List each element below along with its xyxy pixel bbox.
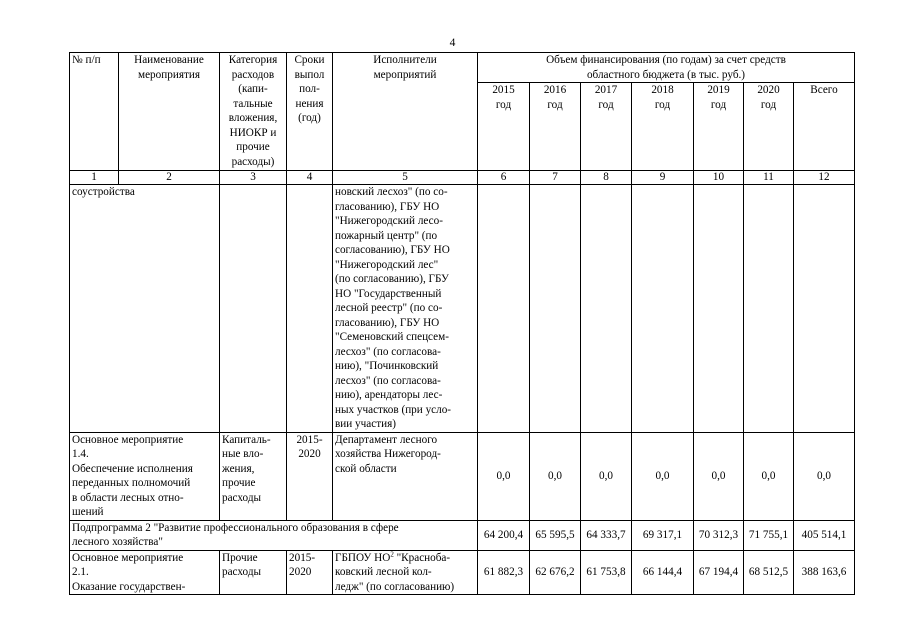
header-col-number: № п/п — [70, 53, 119, 171]
table-row-continuation — [70, 185, 855, 433]
row-1-4-value-2017: 0,0 — [581, 432, 632, 520]
footnote-marker: 2 — [390, 549, 394, 558]
text-line: (капи- — [238, 83, 268, 95]
text-line: прочие — [222, 477, 256, 489]
text-line: выпол — [294, 68, 325, 81]
row-1-4-name — [70, 432, 220, 520]
column-number: 11 — [744, 171, 794, 185]
text-line: год — [710, 98, 727, 111]
text-line: пожарный центр" (по — [335, 229, 438, 242]
continuation-name: соустройства — [70, 185, 220, 433]
text-line: (год) — [298, 112, 321, 124]
text-line: год — [654, 98, 671, 111]
text-line: Прочие — [222, 551, 258, 564]
column-number: 5 — [333, 171, 478, 185]
text-line: лесхоз" (по согласова- — [335, 374, 441, 387]
table-row-1-4 — [70, 432, 855, 520]
empty-cell — [694, 185, 744, 433]
text-line: НО "Государственный — [335, 287, 442, 300]
column-number-row — [70, 171, 855, 185]
text-line: нения — [295, 97, 324, 110]
header-row-1 — [70, 53, 855, 83]
text-line: вии участия) — [335, 418, 396, 430]
text-line: шений — [72, 506, 104, 518]
budget-table — [69, 52, 855, 595]
column-number: 3 — [220, 171, 287, 185]
row-1-4-value-2016: 0,0 — [530, 432, 581, 520]
row-2-1-period — [287, 550, 333, 595]
text-line: пол- — [299, 83, 320, 95]
header-year-2015 — [478, 83, 530, 171]
table-row-2-1 — [70, 550, 855, 595]
row-2-1-value-total: 388 163,6 — [794, 550, 855, 595]
text-line: ской области — [335, 462, 397, 475]
row-1-4-value-2015: 0,0 — [478, 432, 530, 520]
continuation-executors — [333, 185, 478, 433]
text-line: 2016 — [543, 84, 567, 96]
empty-cell — [220, 185, 287, 433]
subprogram-2-value-2018: 69 317,1 — [632, 520, 694, 550]
row-1-4-category — [220, 432, 287, 520]
text-line: 2020 — [289, 566, 312, 578]
row-2-1-executors — [333, 550, 478, 595]
text-line: хозяйства Нижегород- — [335, 448, 441, 460]
text-line: ледж" (по согласованию) — [335, 580, 455, 593]
text-line: лесного хозяйства" — [72, 536, 163, 548]
text-line: 2018 — [651, 84, 674, 96]
subprogram-2-value-2015: 64 200,4 — [478, 520, 530, 550]
row-1-4-value-2019: 0,0 — [694, 432, 744, 520]
empty-cell — [744, 185, 794, 433]
row-2-1-executors-prefix: ГБПОУ НО — [335, 551, 391, 564]
text-line: жения, — [222, 462, 255, 475]
row-1-4-value-2020: 0,0 — [744, 432, 794, 520]
empty-cell — [287, 185, 333, 433]
text-line: прочие — [236, 141, 270, 153]
text-line: Основное мероприятие — [72, 551, 184, 564]
column-number: 6 — [478, 171, 530, 185]
header-year-2016 — [530, 83, 581, 171]
empty-cell — [581, 185, 632, 433]
row-2-1-value-2016: 62 676,2 — [530, 550, 581, 595]
text-line: Капиталь- — [222, 433, 271, 446]
text-line: областного бюджета (в тыс. руб.) — [586, 68, 746, 81]
row-2-1-value-2018: 66 144,4 — [632, 550, 694, 595]
text-line: НИОКР и — [229, 126, 277, 139]
column-number: 8 — [581, 171, 632, 185]
row-1-4-value-total: 0,0 — [794, 432, 855, 520]
header-year-2020 — [744, 83, 794, 171]
subprogram-2-value-2017: 64 333,7 — [581, 520, 632, 550]
text-line: 2017 — [594, 84, 618, 96]
column-number: 2 — [119, 171, 220, 185]
header-col-name-text: Наименование мероприятия — [134, 54, 204, 81]
text-line: ных участков (при усло- — [335, 403, 452, 416]
header-total: Всего — [794, 83, 855, 171]
text-line: ковский лесной кол- — [335, 566, 432, 578]
text-line: 2015 — [492, 84, 515, 96]
text-line: Оказание государствен- — [72, 580, 186, 593]
text-line: гласованию), ГБУ НО — [335, 200, 440, 213]
text-line: "Семеновский спецсем- — [335, 331, 449, 343]
subprogram-2-title — [70, 520, 478, 550]
text-line: Категория — [228, 54, 278, 66]
text-line: (по согласованию), ГБУ — [335, 273, 449, 285]
text-line: Подпрограмма 2 "Развитие профессионального образования в сфере — [72, 521, 399, 534]
header-col-executors — [333, 53, 478, 171]
text-line: лесной реестр" (по со- — [335, 302, 443, 314]
empty-cell — [794, 185, 855, 433]
text-line: Сроки — [294, 54, 325, 66]
column-number: 1 — [70, 171, 119, 185]
text-line: нию), "Починковский — [335, 360, 439, 372]
text-line: Основное мероприятие — [72, 433, 184, 446]
text-line: 2015- — [296, 433, 323, 446]
text-line: расходы — [222, 491, 262, 504]
text-line: нию), арендаторы лес- — [335, 389, 443, 401]
page-number: 4 — [449, 37, 456, 49]
subprogram-2-value-2016: 65 595,5 — [530, 520, 581, 550]
text-line: расходы — [222, 566, 262, 578]
column-number: 9 — [632, 171, 694, 185]
text-line: мероприятий — [373, 68, 437, 81]
column-number: 12 — [794, 171, 855, 185]
text-line: "Нижегородский лесо- — [335, 215, 443, 227]
header-col-category — [220, 53, 287, 171]
text-line: согласованию), ГБУ НО — [335, 244, 450, 256]
row-2-1-category — [220, 550, 287, 595]
text-line: Обеспечение исполнения — [72, 462, 193, 475]
column-number: 4 — [287, 171, 333, 185]
text-line: новский лесхоз" (по со- — [335, 186, 448, 198]
header-year-2019 — [694, 83, 744, 171]
row-1-4-period — [287, 432, 333, 520]
empty-cell — [478, 185, 530, 433]
text-line: год — [760, 98, 777, 111]
text-line: год — [547, 98, 563, 111]
text-line: 2020 — [757, 84, 780, 96]
empty-cell — [632, 185, 694, 433]
text-line: гласованию), ГБУ НО — [335, 316, 440, 329]
header-year-2018 — [632, 83, 694, 171]
text-line: 2020 — [298, 448, 321, 460]
text-line: расходов — [231, 68, 275, 81]
text-line: лесхоз" (по согласова- — [335, 345, 441, 358]
text-line: год — [598, 98, 614, 111]
subprogram-2-value-2020: 71 755,1 — [744, 520, 794, 550]
row-2-1-value-2017: 61 753,8 — [581, 550, 632, 595]
column-number: 7 — [530, 171, 581, 185]
text-line: расходы) — [231, 155, 275, 168]
row-2-1-name — [70, 550, 220, 595]
row-1-4-value-2018: 0,0 — [632, 432, 694, 520]
header-col-name — [119, 53, 220, 171]
text-line: Исполнители — [373, 54, 437, 66]
text-line: Объем финансирования (по годам) за счет средств — [546, 54, 786, 66]
text-line: тальные — [233, 97, 273, 110]
text-line: "Нижегородский лес" — [335, 258, 439, 271]
subprogram-2-value-2019: 70 312,3 — [694, 520, 744, 550]
text-line: 1.4. — [72, 448, 89, 460]
text-line: "Красноба- — [393, 551, 451, 564]
text-line: переданных полномочий — [72, 477, 191, 489]
row-1-4-executors — [333, 432, 478, 520]
row-2-1-value-2015: 61 882,3 — [478, 550, 530, 595]
row-2-1-value-2019: 67 194,4 — [694, 550, 744, 595]
text-line: 2015- — [289, 551, 316, 564]
text-line: 2.1. — [72, 566, 89, 578]
empty-cell — [530, 185, 581, 433]
text-line: Департамент лесного — [335, 433, 438, 446]
text-line: в области лесных отно- — [72, 491, 184, 504]
text-line: год — [495, 98, 512, 111]
header-funding — [478, 53, 855, 83]
text-line: 2019 — [707, 84, 730, 96]
subprogram-2-value-total: 405 514,1 — [794, 520, 855, 550]
column-number: 10 — [694, 171, 744, 185]
text-line: ные вло- — [222, 448, 264, 460]
text-line: вложения, — [228, 112, 278, 124]
table-row-subprogram-2 — [70, 520, 855, 550]
header-col-period — [287, 53, 333, 171]
row-2-1-value-2020: 68 512,5 — [744, 550, 794, 595]
header-year-2017 — [581, 83, 632, 171]
